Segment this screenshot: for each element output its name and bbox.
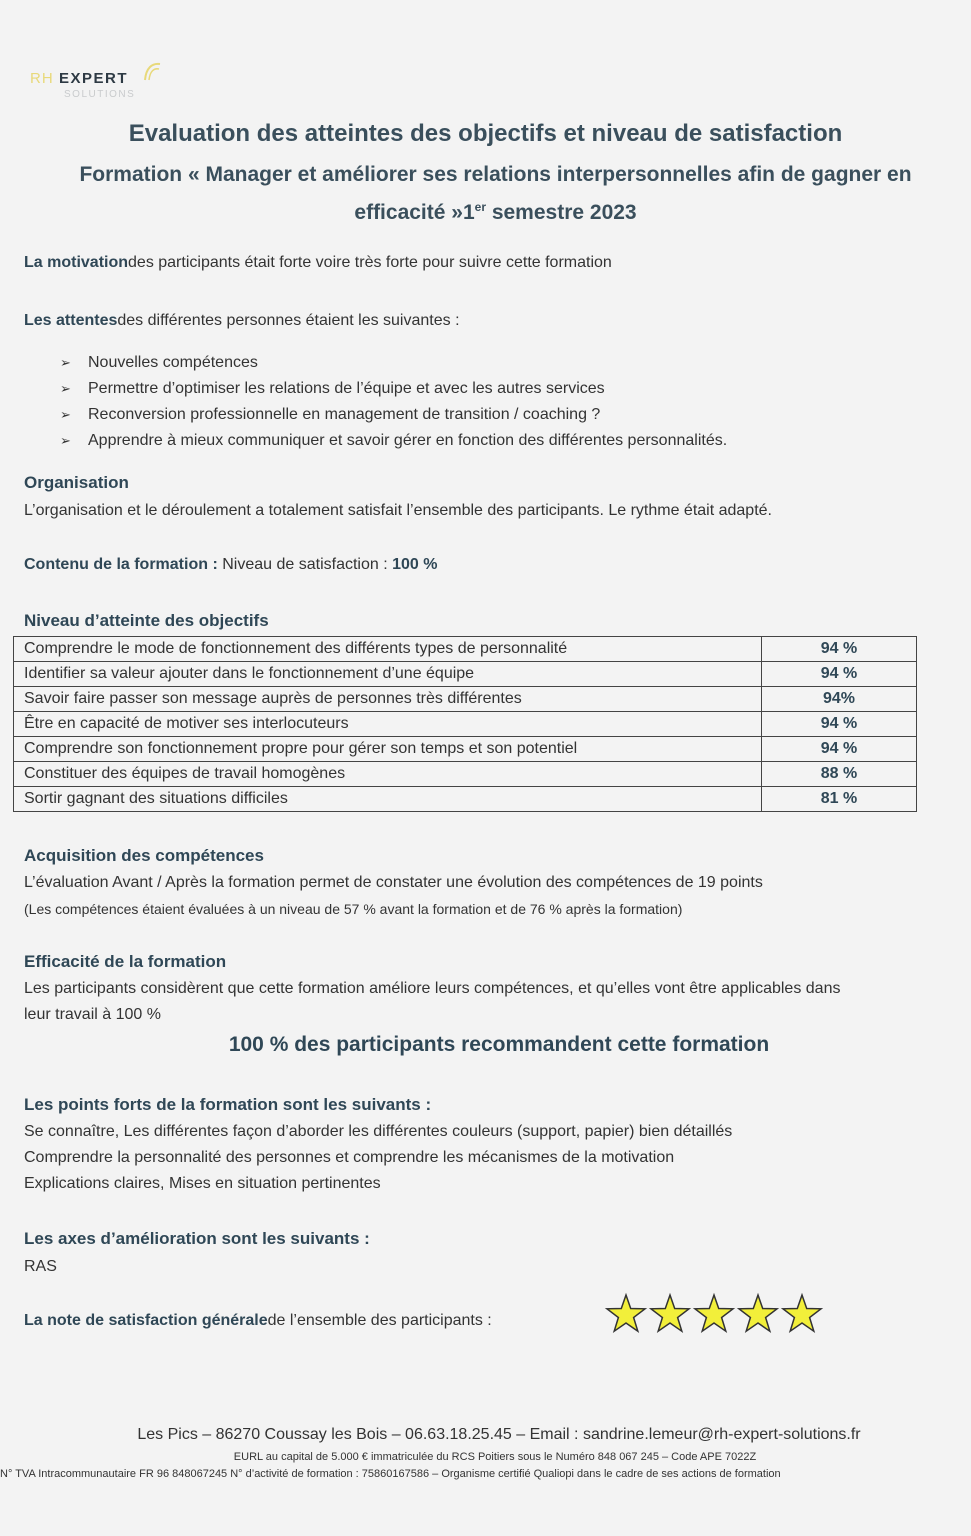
subtitle-line2-pre: efficacité »1 — [354, 201, 475, 224]
contenu-text: Niveau de satisfaction : — [217, 556, 393, 573]
motivation-text: des participants était forte voire très forte pour suivre cette formation — [128, 254, 612, 271]
list-item: ➢ Permettre d’optimiser les relations de l’équipe et avec les autres services — [60, 376, 727, 402]
objective-value: 94 % — [762, 712, 917, 737]
objectifs-table — [13, 636, 917, 812]
organisation-text: L’organisation et le déroulement a totalement satisfait l’ensemble des participants. Le rythme était adapté. — [24, 502, 772, 519]
acquisition-text: L’évaluation Avant / Après la formation permet de constater une évolution des compétences de 19 points — [24, 874, 763, 891]
star-icon — [607, 1295, 645, 1331]
objective-label: Sortir gagnant des situations difficiles — [14, 787, 762, 812]
amelioration-text: RAS — [24, 1258, 57, 1275]
table-row — [14, 762, 917, 787]
footer-legal: EURL au capital de 5.000 € immatriculée du RCS Poitiers sous le Numéro 848 067 245 – Code APE 7022Z — [233, 1451, 757, 1463]
star-icon — [695, 1295, 733, 1331]
points-forts-line: Explications claires, Mises en situation pertinentes — [24, 1175, 381, 1192]
attentes-text: des différentes personnes étaient les suivantes : — [117, 312, 460, 329]
attentes-list — [60, 350, 727, 454]
satisfaction-text: de l’ensemble des participants : — [267, 1312, 492, 1329]
objective-value: 94 % — [762, 637, 917, 662]
efficacite-text-line1: Les participants considèrent que cette formation améliore leurs compétences, et qu’elles vont être applicables dans — [24, 980, 841, 997]
table-row — [14, 787, 917, 812]
objective-label: Savoir faire passer son message auprès de personnes très différentes — [14, 687, 762, 712]
arrow-bullet-icon: ➢ — [60, 381, 71, 396]
arrow-bullet-icon: ➢ — [60, 355, 71, 370]
logo-expert: EXPERT — [59, 70, 129, 87]
contenu-value: 100 % — [392, 556, 438, 573]
organisation-heading: Organisation — [24, 473, 129, 492]
contenu-label: Contenu de la formation : — [24, 556, 218, 573]
points-forts-line: Comprendre la personnalité des personnes et comprendre les mécanismes de la motivation — [24, 1149, 675, 1166]
logo-rh: RH — [30, 70, 54, 87]
satisfaction-stars — [604, 1290, 824, 1340]
subtitle-line1: Formation « Manager et améliorer ses relations interpersonnelles afin de gagner en — [79, 163, 912, 186]
motivation-label: La motivation — [24, 254, 129, 271]
footer-tva: N° TVA Intracommunautaire FR 96 848067245 N° d’activité de formation : 75860167586 – Organisme certifié Qualiopi dans le cadre de ses actions de formation — [0, 1468, 781, 1480]
satisfaction-paragraph — [24, 1312, 492, 1330]
contenu-paragraph — [24, 556, 437, 574]
footer-address: Les Pics – 86270 Coussay les Bois – 06.63.18.25.45 – Email : sandrine.lemeur@rh-expert-solutions.fr — [137, 1426, 861, 1443]
points-forts-heading: Les points forts de la formation sont les suivants : — [24, 1095, 432, 1114]
points-forts-line: Se connaître, Les différentes façon d’aborder les différentes couleurs (support, papier) bien détaillés — [24, 1123, 733, 1140]
list-item: ➢ Reconversion professionnelle en management de transition / coaching ? — [60, 402, 727, 428]
table-row — [14, 662, 917, 687]
subtitle-line2-post: semestre 2023 — [485, 201, 637, 224]
motivation-paragraph — [24, 254, 612, 272]
objective-value: 81 % — [762, 787, 917, 812]
attentes-paragraph — [24, 312, 460, 330]
satisfaction-label: La note de satisfaction générale — [24, 1312, 268, 1329]
objective-label: Comprendre le mode de fonctionnement des différents types de personnalité — [14, 637, 762, 662]
subtitle-sup: er — [474, 200, 486, 214]
arrow-bullet-icon: ➢ — [60, 407, 71, 422]
page-subtitle — [40, 158, 951, 229]
efficacite-heading: Efficacité de la formation — [24, 952, 227, 971]
objective-label: Identifier sa valeur ajouter dans le fonctionnement d’une équipe — [14, 662, 762, 687]
company-logo — [30, 60, 170, 110]
objective-value: 94% — [762, 687, 917, 712]
objective-value: 88 % — [762, 762, 917, 787]
page-title: Evaluation des atteintes des objectifs et niveau de satisfaction — [128, 120, 843, 147]
acquisition-heading: Acquisition des compétences — [24, 846, 264, 865]
star-icon — [651, 1295, 689, 1331]
logo-solutions: SOLUTIONS — [64, 89, 136, 100]
table-row — [14, 712, 917, 737]
objective-label: Constituer des équipes de travail homogènes — [14, 762, 762, 787]
amelioration-heading: Les axes d’amélioration sont les suivants : — [24, 1229, 370, 1248]
objective-value: 94 % — [762, 737, 917, 762]
table-row — [14, 687, 917, 712]
list-item: ➢ Nouvelles compétences — [60, 350, 727, 376]
arrow-bullet-icon: ➢ — [60, 433, 71, 448]
table-row — [14, 637, 917, 662]
star-icon — [783, 1295, 821, 1331]
table-row — [14, 737, 917, 762]
acquisition-note: (Les compétences étaient évaluées à un niveau de 57 % avant la formation et de 76 % après la formation) — [24, 901, 683, 917]
recommendation-statement: 100 % des participants recommandent cette formation — [228, 1033, 770, 1056]
objective-label: Comprendre son fonctionnement propre pour gérer son temps et son potentiel — [14, 737, 762, 762]
list-item: ➢ Apprendre à mieux communiquer et savoir gérer en fonction des différentes personnalités. — [60, 428, 727, 454]
attentes-label: Les attentes — [24, 312, 118, 329]
objective-label: Être en capacité de motiver ses interlocuteurs — [14, 712, 762, 737]
efficacite-text-line2: leur travail à 100 % — [24, 1006, 161, 1023]
objectifs-heading: Niveau d’atteinte des objectifs — [24, 611, 269, 630]
star-icon — [739, 1295, 777, 1331]
logo-swirl-icon — [142, 60, 162, 82]
objective-value: 94 % — [762, 662, 917, 687]
